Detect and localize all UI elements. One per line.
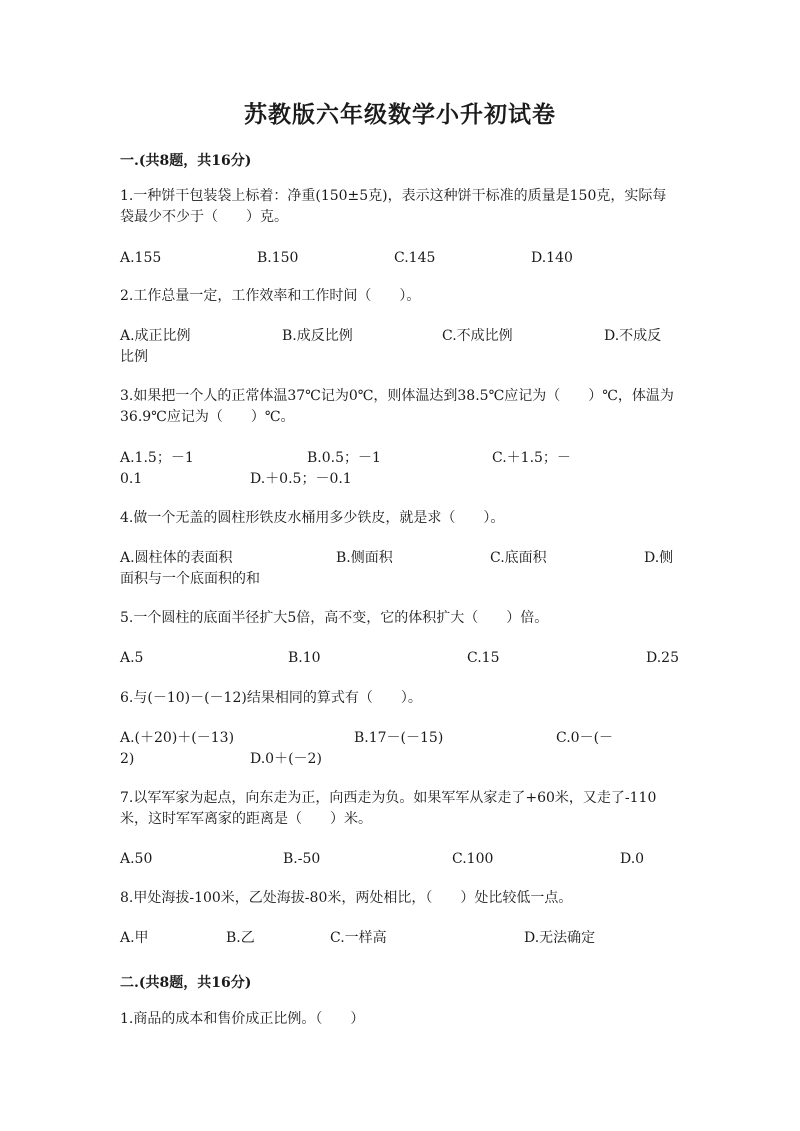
option-b: B.-50 bbox=[283, 851, 321, 867]
option-c: C.0－(－ bbox=[556, 730, 614, 746]
options-row bbox=[120, 648, 680, 690]
option-b: B.17－(－15) bbox=[354, 730, 444, 746]
option-a: A.成正比例 bbox=[120, 328, 191, 344]
option-d: D.25 bbox=[646, 650, 679, 666]
option-d-continued: 面积与一个底面积的和 bbox=[120, 571, 260, 587]
options-row bbox=[120, 849, 680, 891]
question-text: 2.工作总量一定，工作效率和工作时间（ ）。 bbox=[120, 288, 421, 304]
question-text: 7.以军军家为起点，向东走为正，向西走为负。如果军军从家走了+60米，又走了-110米，这时军军离家的距离是（ ）米。 bbox=[120, 790, 657, 827]
option-d: D.不成反 bbox=[604, 328, 662, 344]
options-row bbox=[120, 728, 680, 770]
option-d: D.＋0.5；－0.1 bbox=[250, 471, 352, 487]
option-c: C.一样高 bbox=[330, 930, 387, 946]
option-c: C.100 bbox=[452, 851, 494, 867]
options-row bbox=[120, 326, 680, 368]
option-c: C.145 bbox=[394, 250, 436, 266]
question-text: 8.甲处海拔-100米，乙处海拔-80米，两处相比，（ ）处比较低一点。 bbox=[120, 890, 573, 906]
option-c: C.＋1.5；－ bbox=[492, 450, 571, 466]
section-heading: 二.(共8题，共16分) bbox=[120, 975, 252, 991]
option-a: A.(＋20)＋(－13) bbox=[120, 730, 235, 746]
option-a: A.圆柱体的表面积 bbox=[120, 550, 233, 566]
option-d: D.无法确定 bbox=[524, 930, 596, 946]
option-b: B.乙 bbox=[226, 930, 255, 946]
question-text: 3.如果把一个人的正常体温37℃记为0℃，则体温达到38.5℃应记为（ ）℃，体温为36.9℃应记为（ ）℃。 bbox=[120, 388, 674, 425]
option-c-continued: 2) bbox=[120, 751, 135, 767]
option-b: B.侧面积 bbox=[336, 550, 393, 566]
option-a: A.50 bbox=[120, 851, 153, 867]
option-b: B.10 bbox=[288, 650, 321, 666]
options-row bbox=[120, 548, 680, 590]
option-d: D.侧 bbox=[644, 550, 674, 566]
option-a: A.5 bbox=[120, 650, 144, 666]
option-b: B.成反比例 bbox=[282, 328, 353, 344]
option-a: A.155 bbox=[120, 250, 162, 266]
question-text: 5.一个圆柱的底面半径扩大5倍，高不变，它的体积扩大（ ）倍。 bbox=[120, 610, 549, 626]
question-text: 4.做一个无盖的圆柱形铁皮水桶用多少铁皮，就是求（ ）。 bbox=[120, 510, 505, 526]
option-d-continued: 比例 bbox=[120, 349, 148, 365]
question-text: 6.与(－10)－(－12)结果相同的算式有（ ）。 bbox=[120, 690, 422, 706]
option-c: C.不成比例 bbox=[442, 328, 513, 344]
option-d: D.0＋(－2) bbox=[250, 751, 322, 767]
page-title: 苏教版六年级数学小升初试卷 bbox=[244, 101, 556, 128]
question-text: 1.商品的成本和售价成正比例。（ ） bbox=[120, 1011, 365, 1027]
options-row bbox=[120, 448, 680, 490]
option-c: C.15 bbox=[467, 650, 500, 666]
options-row bbox=[120, 248, 680, 290]
option-a: A.1.5；－1 bbox=[120, 450, 194, 466]
option-a: A.甲 bbox=[120, 930, 149, 946]
option-d: D.0 bbox=[620, 851, 645, 867]
question-text: 1.一种饼干包装袋上标着：净重(150±5克)，表示这种饼干标准的质量是150克，实际每袋最少不少于（ ）克。 bbox=[120, 188, 667, 225]
option-d: D.140 bbox=[531, 250, 573, 266]
options-row bbox=[120, 928, 680, 970]
section-heading: 一.(共8题，共16分) bbox=[120, 153, 252, 169]
option-c: C.底面积 bbox=[490, 550, 547, 566]
option-b: B.0.5；－1 bbox=[307, 450, 381, 466]
option-c-continued: 0.1 bbox=[120, 471, 143, 487]
option-b: B.150 bbox=[257, 250, 299, 266]
